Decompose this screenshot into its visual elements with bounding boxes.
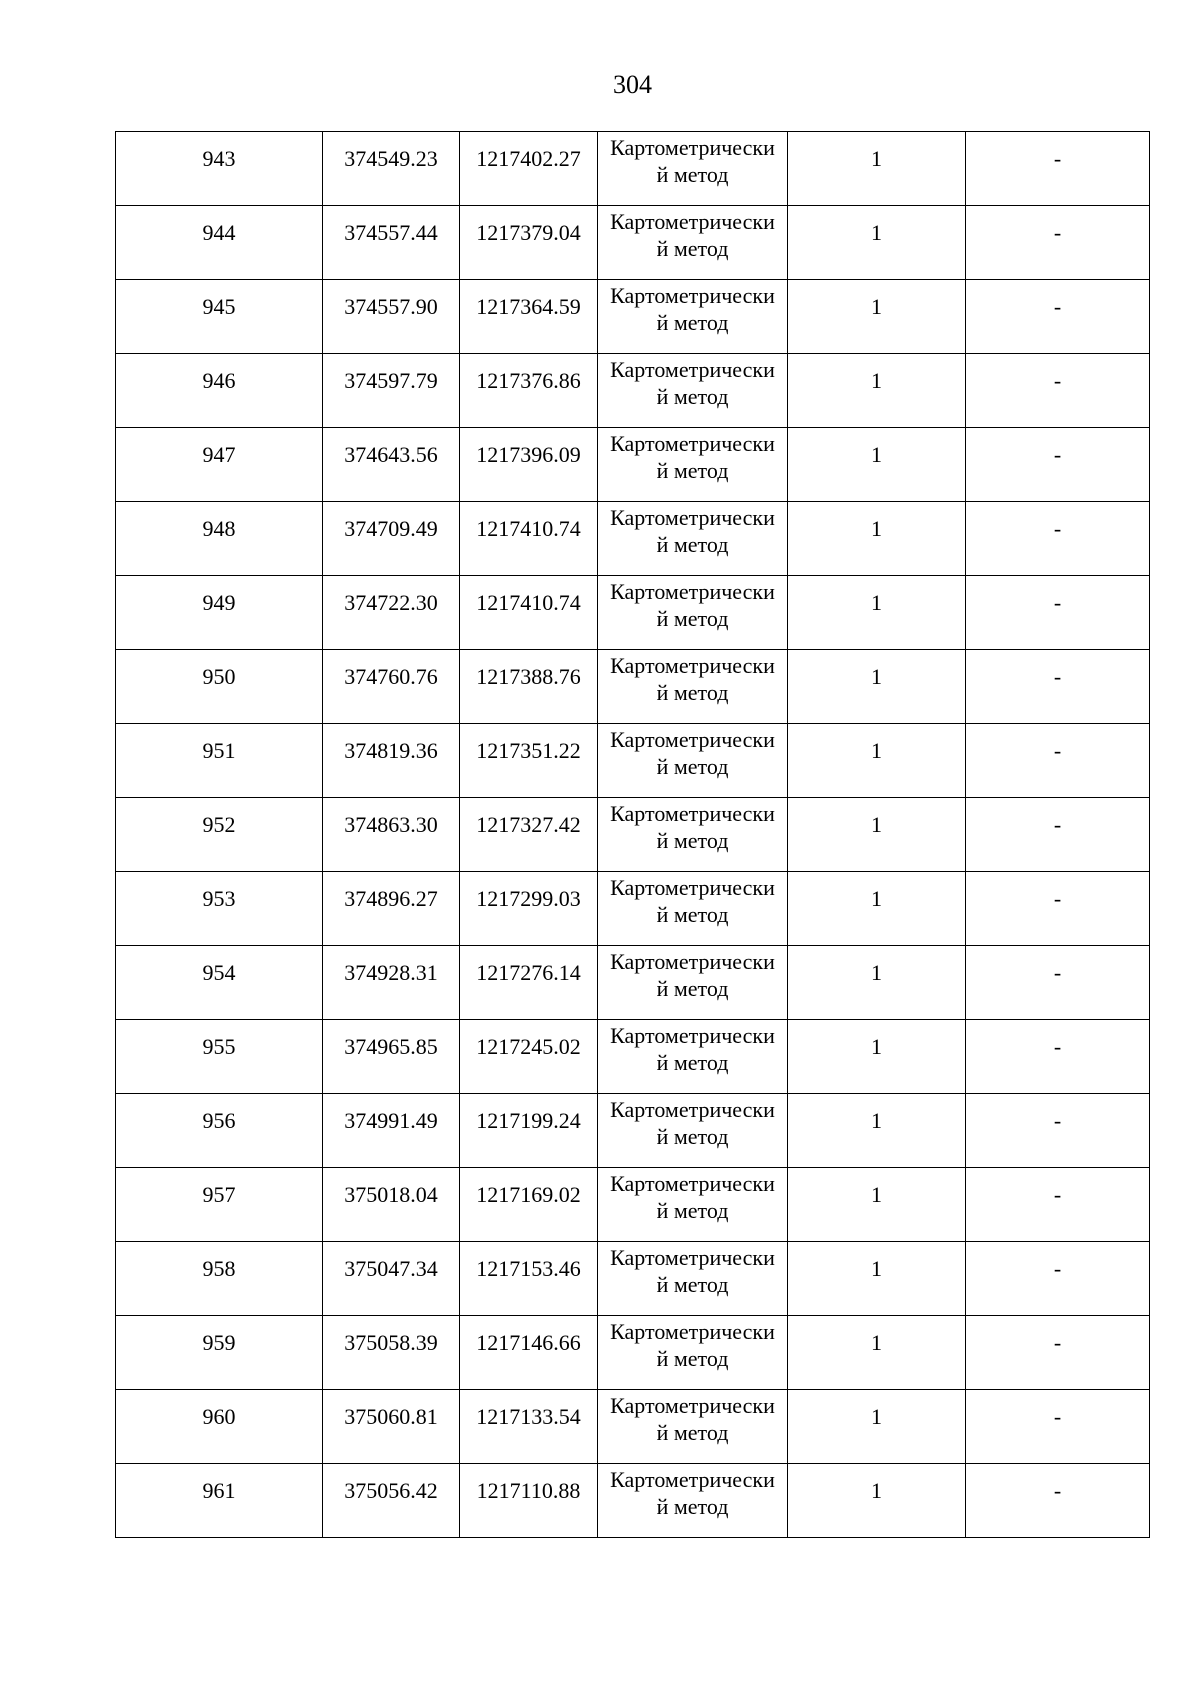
x-coordinate-cell: 374928.31	[323, 946, 460, 1020]
y-coordinate-cell: 1217245.02	[460, 1020, 598, 1094]
method-line-1: Картометрически	[610, 1393, 775, 1418]
method-line-2: й метод	[656, 976, 729, 1001]
accuracy-cell: 1	[788, 1168, 966, 1242]
accuracy-cell: 1	[788, 650, 966, 724]
method-cell	[598, 1168, 788, 1242]
method-line-1: Картометрически	[610, 1171, 775, 1196]
x-coordinate-cell: 374709.49	[323, 502, 460, 576]
accuracy-cell: 1	[788, 1242, 966, 1316]
method-cell	[598, 650, 788, 724]
note-cell: -	[966, 650, 1150, 724]
accuracy-cell: 1	[788, 946, 966, 1020]
y-coordinate-cell: 1217396.09	[460, 428, 598, 502]
table-row	[116, 1464, 1150, 1538]
accuracy-cell: 1	[788, 354, 966, 428]
x-coordinate-cell: 374722.30	[323, 576, 460, 650]
y-coordinate-cell: 1217169.02	[460, 1168, 598, 1242]
method-cell	[598, 576, 788, 650]
point-number-cell: 956	[116, 1094, 323, 1168]
method-line-2: й метод	[656, 1272, 729, 1297]
point-number-cell: 955	[116, 1020, 323, 1094]
method-line-2: й метод	[656, 1494, 729, 1519]
table-row	[116, 132, 1150, 206]
x-coordinate-cell: 374760.76	[323, 650, 460, 724]
accuracy-cell: 1	[788, 1316, 966, 1390]
method-line-1: Картометрически	[610, 1319, 775, 1344]
x-coordinate-cell: 375047.34	[323, 1242, 460, 1316]
x-coordinate-cell: 374557.90	[323, 280, 460, 354]
method-line-2: й метод	[656, 532, 729, 557]
method-cell	[598, 428, 788, 502]
note-cell: -	[966, 576, 1150, 650]
table-row	[116, 1316, 1150, 1390]
y-coordinate-cell: 1217410.74	[460, 576, 598, 650]
point-number-cell: 959	[116, 1316, 323, 1390]
note-cell: -	[966, 1094, 1150, 1168]
x-coordinate-cell: 374819.36	[323, 724, 460, 798]
method-line-1: Картометрически	[610, 135, 775, 160]
table-row	[116, 724, 1150, 798]
x-coordinate-cell: 374643.56	[323, 428, 460, 502]
accuracy-cell: 1	[788, 132, 966, 206]
method-line-2: й метод	[656, 236, 729, 261]
y-coordinate-cell: 1217410.74	[460, 502, 598, 576]
y-coordinate-cell: 1217376.86	[460, 354, 598, 428]
note-cell: -	[966, 428, 1150, 502]
method-line-1: Картометрически	[610, 653, 775, 678]
point-number-cell: 954	[116, 946, 323, 1020]
x-coordinate-cell: 374549.23	[323, 132, 460, 206]
method-cell	[598, 280, 788, 354]
y-coordinate-cell: 1217364.59	[460, 280, 598, 354]
method-line-1: Картометрически	[610, 1097, 775, 1122]
accuracy-cell: 1	[788, 280, 966, 354]
x-coordinate-cell: 374965.85	[323, 1020, 460, 1094]
x-coordinate-cell: 375056.42	[323, 1464, 460, 1538]
point-number-cell: 958	[116, 1242, 323, 1316]
note-cell: -	[966, 1464, 1150, 1538]
accuracy-cell: 1	[788, 872, 966, 946]
x-coordinate-cell: 374557.44	[323, 206, 460, 280]
point-number-cell: 961	[116, 1464, 323, 1538]
method-line-2: й метод	[656, 384, 729, 409]
table-row	[116, 206, 1150, 280]
table-row	[116, 354, 1150, 428]
note-cell: -	[966, 1390, 1150, 1464]
method-line-2: й метод	[656, 310, 729, 335]
method-cell	[598, 1242, 788, 1316]
table-row	[116, 428, 1150, 502]
method-line-1: Картометрически	[610, 801, 775, 826]
method-line-1: Картометрически	[610, 579, 775, 604]
note-cell: -	[966, 132, 1150, 206]
method-cell	[598, 354, 788, 428]
accuracy-cell: 1	[788, 1094, 966, 1168]
accuracy-cell: 1	[788, 798, 966, 872]
coordinates-table	[115, 131, 1150, 1538]
accuracy-cell: 1	[788, 1464, 966, 1538]
method-cell	[598, 206, 788, 280]
note-cell: -	[966, 1020, 1150, 1094]
note-cell: -	[966, 1168, 1150, 1242]
method-line-1: Картометрически	[610, 505, 775, 530]
method-line-2: й метод	[656, 1124, 729, 1149]
method-line-2: й метод	[656, 902, 729, 927]
table-row	[116, 1242, 1150, 1316]
table-row	[116, 1390, 1150, 1464]
table-row	[116, 798, 1150, 872]
point-number-cell: 953	[116, 872, 323, 946]
point-number-cell: 949	[116, 576, 323, 650]
point-number-cell: 957	[116, 1168, 323, 1242]
table-row	[116, 650, 1150, 724]
y-coordinate-cell: 1217153.46	[460, 1242, 598, 1316]
y-coordinate-cell: 1217351.22	[460, 724, 598, 798]
table-row	[116, 1168, 1150, 1242]
page-number: 304	[613, 70, 652, 99]
table-row	[116, 280, 1150, 354]
y-coordinate-cell: 1217146.66	[460, 1316, 598, 1390]
method-cell	[598, 798, 788, 872]
method-line-1: Картометрически	[610, 1467, 775, 1492]
method-line-1: Картометрически	[610, 949, 775, 974]
y-coordinate-cell: 1217327.42	[460, 798, 598, 872]
method-cell	[598, 724, 788, 798]
note-cell: -	[966, 354, 1150, 428]
x-coordinate-cell: 375058.39	[323, 1316, 460, 1390]
method-line-2: й метод	[656, 1420, 729, 1445]
y-coordinate-cell: 1217276.14	[460, 946, 598, 1020]
point-number-cell: 960	[116, 1390, 323, 1464]
x-coordinate-cell: 374597.79	[323, 354, 460, 428]
method-line-2: й метод	[656, 754, 729, 779]
method-line-1: Картометрически	[610, 283, 775, 308]
y-coordinate-cell: 1217133.54	[460, 1390, 598, 1464]
method-line-1: Картометрически	[610, 1023, 775, 1048]
y-coordinate-cell: 1217110.88	[460, 1464, 598, 1538]
accuracy-cell: 1	[788, 502, 966, 576]
y-coordinate-cell: 1217402.27	[460, 132, 598, 206]
point-number-cell: 945	[116, 280, 323, 354]
table-row	[116, 1094, 1150, 1168]
x-coordinate-cell: 374863.30	[323, 798, 460, 872]
x-coordinate-cell: 375060.81	[323, 1390, 460, 1464]
method-cell	[598, 132, 788, 206]
method-line-1: Картометрически	[610, 727, 775, 752]
point-number-cell: 944	[116, 206, 323, 280]
x-coordinate-cell: 375018.04	[323, 1168, 460, 1242]
method-line-1: Картометрически	[610, 357, 775, 382]
table-body	[116, 132, 1150, 1538]
point-number-cell: 952	[116, 798, 323, 872]
table-row	[116, 946, 1150, 1020]
accuracy-cell: 1	[788, 1390, 966, 1464]
note-cell: -	[966, 798, 1150, 872]
method-cell	[598, 502, 788, 576]
method-cell	[598, 872, 788, 946]
point-number-cell: 947	[116, 428, 323, 502]
note-cell: -	[966, 946, 1150, 1020]
method-line-2: й метод	[656, 1346, 729, 1371]
table-row	[116, 576, 1150, 650]
method-line-1: Картометрически	[610, 431, 775, 456]
y-coordinate-cell: 1217199.24	[460, 1094, 598, 1168]
note-cell: -	[966, 502, 1150, 576]
point-number-cell: 950	[116, 650, 323, 724]
method-line-2: й метод	[656, 162, 729, 187]
point-number-cell: 946	[116, 354, 323, 428]
point-number-cell: 951	[116, 724, 323, 798]
accuracy-cell: 1	[788, 428, 966, 502]
method-cell	[598, 1020, 788, 1094]
y-coordinate-cell: 1217388.76	[460, 650, 598, 724]
method-cell	[598, 1094, 788, 1168]
accuracy-cell: 1	[788, 576, 966, 650]
table-row	[116, 1020, 1150, 1094]
table-row	[116, 502, 1150, 576]
y-coordinate-cell: 1217379.04	[460, 206, 598, 280]
method-cell	[598, 1464, 788, 1538]
table-row	[116, 872, 1150, 946]
method-cell	[598, 1390, 788, 1464]
accuracy-cell: 1	[788, 206, 966, 280]
point-number-cell: 943	[116, 132, 323, 206]
method-cell	[598, 946, 788, 1020]
method-line-1: Картометрически	[610, 1245, 775, 1270]
method-line-2: й метод	[656, 1050, 729, 1075]
accuracy-cell: 1	[788, 724, 966, 798]
x-coordinate-cell: 374896.27	[323, 872, 460, 946]
method-line-1: Картометрически	[610, 875, 775, 900]
note-cell: -	[966, 1242, 1150, 1316]
method-line-2: й метод	[656, 1198, 729, 1223]
note-cell: -	[966, 206, 1150, 280]
x-coordinate-cell: 374991.49	[323, 1094, 460, 1168]
note-cell: -	[966, 872, 1150, 946]
method-line-2: й метод	[656, 828, 729, 853]
accuracy-cell: 1	[788, 1020, 966, 1094]
note-cell: -	[966, 1316, 1150, 1390]
method-line-2: й метод	[656, 606, 729, 631]
method-line-2: й метод	[656, 458, 729, 483]
method-line-1: Картометрически	[610, 209, 775, 234]
method-cell	[598, 1316, 788, 1390]
method-line-2: й метод	[656, 680, 729, 705]
y-coordinate-cell: 1217299.03	[460, 872, 598, 946]
point-number-cell: 948	[116, 502, 323, 576]
note-cell: -	[966, 724, 1150, 798]
note-cell: -	[966, 280, 1150, 354]
